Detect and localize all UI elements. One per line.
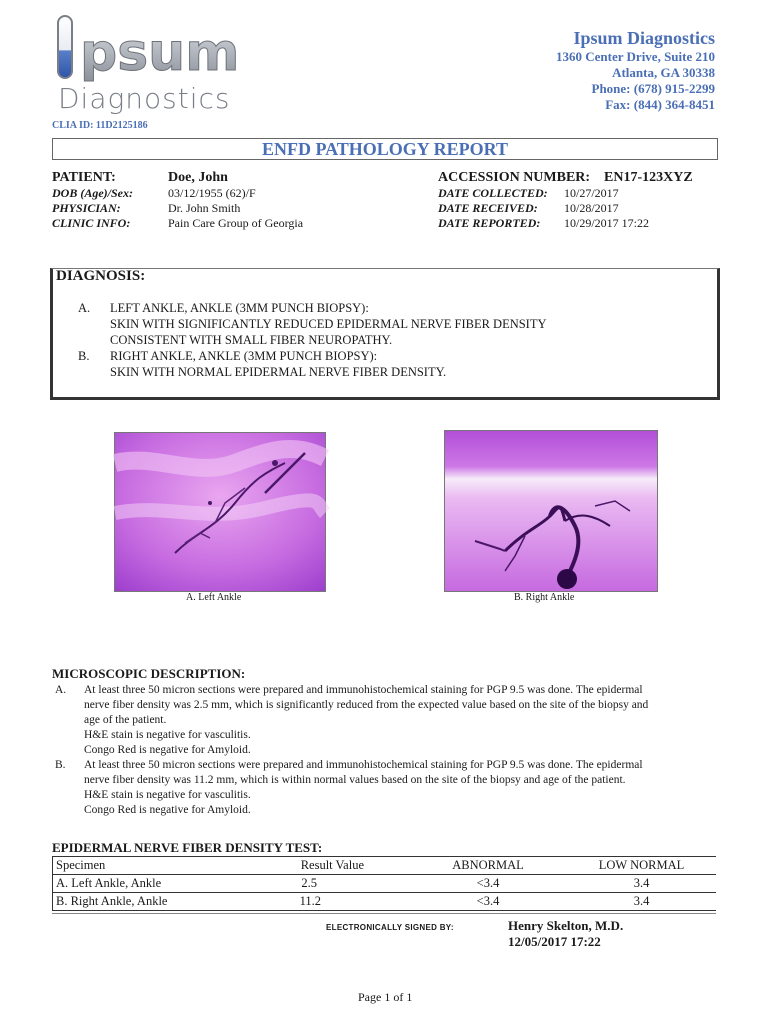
diagnosis-b-line1: RIGHT ANKLE, ANKLE (3MM PUNCH BIOPSY): [110, 349, 378, 363]
report-title: ENFD PATHOLOGY REPORT [52, 138, 718, 160]
diagnosis-a-line2: SKIN WITH SIGNIFICANTLY REDUCED EPIDERMAL NERVE FIBER DENSITY [110, 317, 547, 331]
signature-divider [52, 913, 716, 914]
microscopic-a-line: H&E stain is negative for vasculitis. [84, 729, 251, 741]
enfd-header-low-normal: LOW NORMAL [598, 858, 685, 872]
company-address-line2: Atlanta, GA 30338 [612, 65, 715, 80]
patient-label: PATIENT: [52, 170, 116, 185]
clinic-label: CLINIC INFO: [52, 216, 131, 230]
enfd-cell-low-normal: 3.4 [633, 894, 650, 908]
microscopic-b-letter: B. [55, 759, 66, 771]
diagnosis-title: DIAGNOSIS: [56, 268, 146, 284]
microscopic-a-line: At least three 50 micron sections were prepared and immunohistochemical staining for PGP 9.5 was done. The epidermal [84, 684, 643, 696]
microscopic-title: MICROSCOPIC DESCRIPTION: [52, 666, 246, 681]
enfd-header-result: Result Value [300, 858, 364, 872]
enfd-table [52, 856, 716, 911]
left-ankle-image [114, 432, 326, 592]
clinic-value: Pain Care Group of Georgia [168, 216, 304, 230]
logo-diagnostics-word: Diagnostics [58, 82, 231, 115]
right-ankle-image [444, 430, 658, 592]
date-received-label: DATE RECEIVED: [438, 201, 538, 215]
dob-label: DOB (Age)/Sex: [52, 186, 133, 200]
date-received-value: 10/28/2017 [564, 201, 619, 215]
diagnosis-a-line3: CONSISTENT WITH SMALL FIBER NEUROPATHY. [110, 333, 393, 347]
right-ankle-micrograph [445, 431, 657, 591]
table-row [52, 875, 716, 893]
enfd-cell-abnormal: <3.4 [476, 876, 500, 890]
company-fax: Fax: (844) 364-8451 [605, 97, 715, 112]
microscopic-b-text [84, 758, 643, 818]
dob-value: 03/12/1955 (62)/F [168, 186, 256, 200]
svg-text:psum: psum [80, 23, 240, 83]
microscopic-b-line: At least three 50 micron sections were prepared and immunohistochemical staining for PGP 9.5 was done. The epidermal [84, 759, 643, 771]
left-ankle-micrograph [115, 433, 325, 591]
clia-id: CLIA ID: 11D2125186 [52, 120, 148, 131]
enfd-cell-result: 11.2 [299, 894, 321, 908]
table-row [52, 893, 716, 911]
microscopic-a-text [84, 683, 648, 758]
microscopic-b-line: H&E stain is negative for vasculitis. [84, 789, 251, 801]
date-collected-value: 10/27/2017 [564, 186, 619, 200]
signature-date: 12/05/2017 17:22 [508, 934, 601, 949]
microscopic-a-line: age of the patient. [84, 714, 167, 726]
accession-value: EN17-123XYZ [604, 170, 693, 185]
accession-label: ACCESSION NUMBER: [438, 170, 591, 185]
diagnosis-a-line1: LEFT ANKLE, ANKLE (3MM PUNCH BIOPSY): [110, 301, 369, 315]
signed-by-label: ELECTRONICALLY SIGNED BY: [326, 923, 454, 932]
table-left-border [52, 856, 53, 910]
company-phone: Phone: (678) 915-2299 [591, 81, 715, 96]
page-number: Page 1 of 1 [358, 990, 413, 1004]
diagnosis-a-text [110, 300, 547, 348]
date-reported-label: DATE REPORTED: [438, 216, 541, 230]
date-reported-value: 10/29/2017 17:22 [564, 216, 650, 230]
diagnosis-a-letter: A. [78, 301, 91, 315]
enfd-header-specimen: Specimen [56, 858, 106, 872]
diagnosis-b-text [110, 348, 446, 380]
right-ankle-caption: B. Right Ankle [514, 592, 575, 603]
enfd-cell-specimen: A. Left Ankle, Ankle [56, 876, 162, 890]
microscopic-b-line: Congo Red is negative for Amyloid. [84, 804, 251, 816]
enfd-cell-abnormal: <3.4 [476, 894, 500, 908]
company-name: Ipsum Diagnostics [573, 28, 715, 48]
microscopic-b-line: nerve fiber density was 11.2 mm, which is within normal values based on the site of the biopsy and age of the patient. [84, 774, 626, 786]
patient-name: Doe, John [168, 170, 228, 185]
diagnosis-b-line2: SKIN WITH NORMAL EPIDERMAL NERVE FIBER DENSITY. [110, 365, 447, 379]
diagnosis-b-letter: B. [78, 349, 90, 363]
enfd-cell-result: 2.5 [301, 876, 317, 890]
company-address-line1: 1360 Center Drive, Suite 210 [556, 49, 715, 64]
microscopic-a-letter: A. [55, 684, 67, 696]
left-ankle-caption: A. Left Ankle [186, 592, 242, 603]
company-address-block [556, 28, 715, 113]
physician-label: PHYSICIAN: [52, 201, 121, 215]
physician-value: Dr. John Smith [168, 201, 241, 215]
ipsum-logo [52, 14, 240, 84]
enfd-title: EPIDERMAL NERVE FIBER DENSITY TEST: [52, 840, 323, 855]
enfd-header-row [52, 857, 716, 875]
enfd-header-abnormal: ABNORMAL [452, 858, 524, 872]
enfd-cell-specimen: B. Right Ankle, Ankle [56, 894, 168, 908]
microscopic-a-line: nerve fiber density was 2.5 mm, which is significantly reduced from the expected value based on the site of the biopsy and [84, 699, 649, 711]
microscopic-a-line: Congo Red is negative for Amyloid. [84, 744, 251, 756]
date-collected-label: DATE COLLECTED: [438, 186, 548, 200]
enfd-cell-low-normal: 3.4 [633, 876, 650, 890]
signer-name: Henry Skelton, M.D. [508, 918, 624, 933]
